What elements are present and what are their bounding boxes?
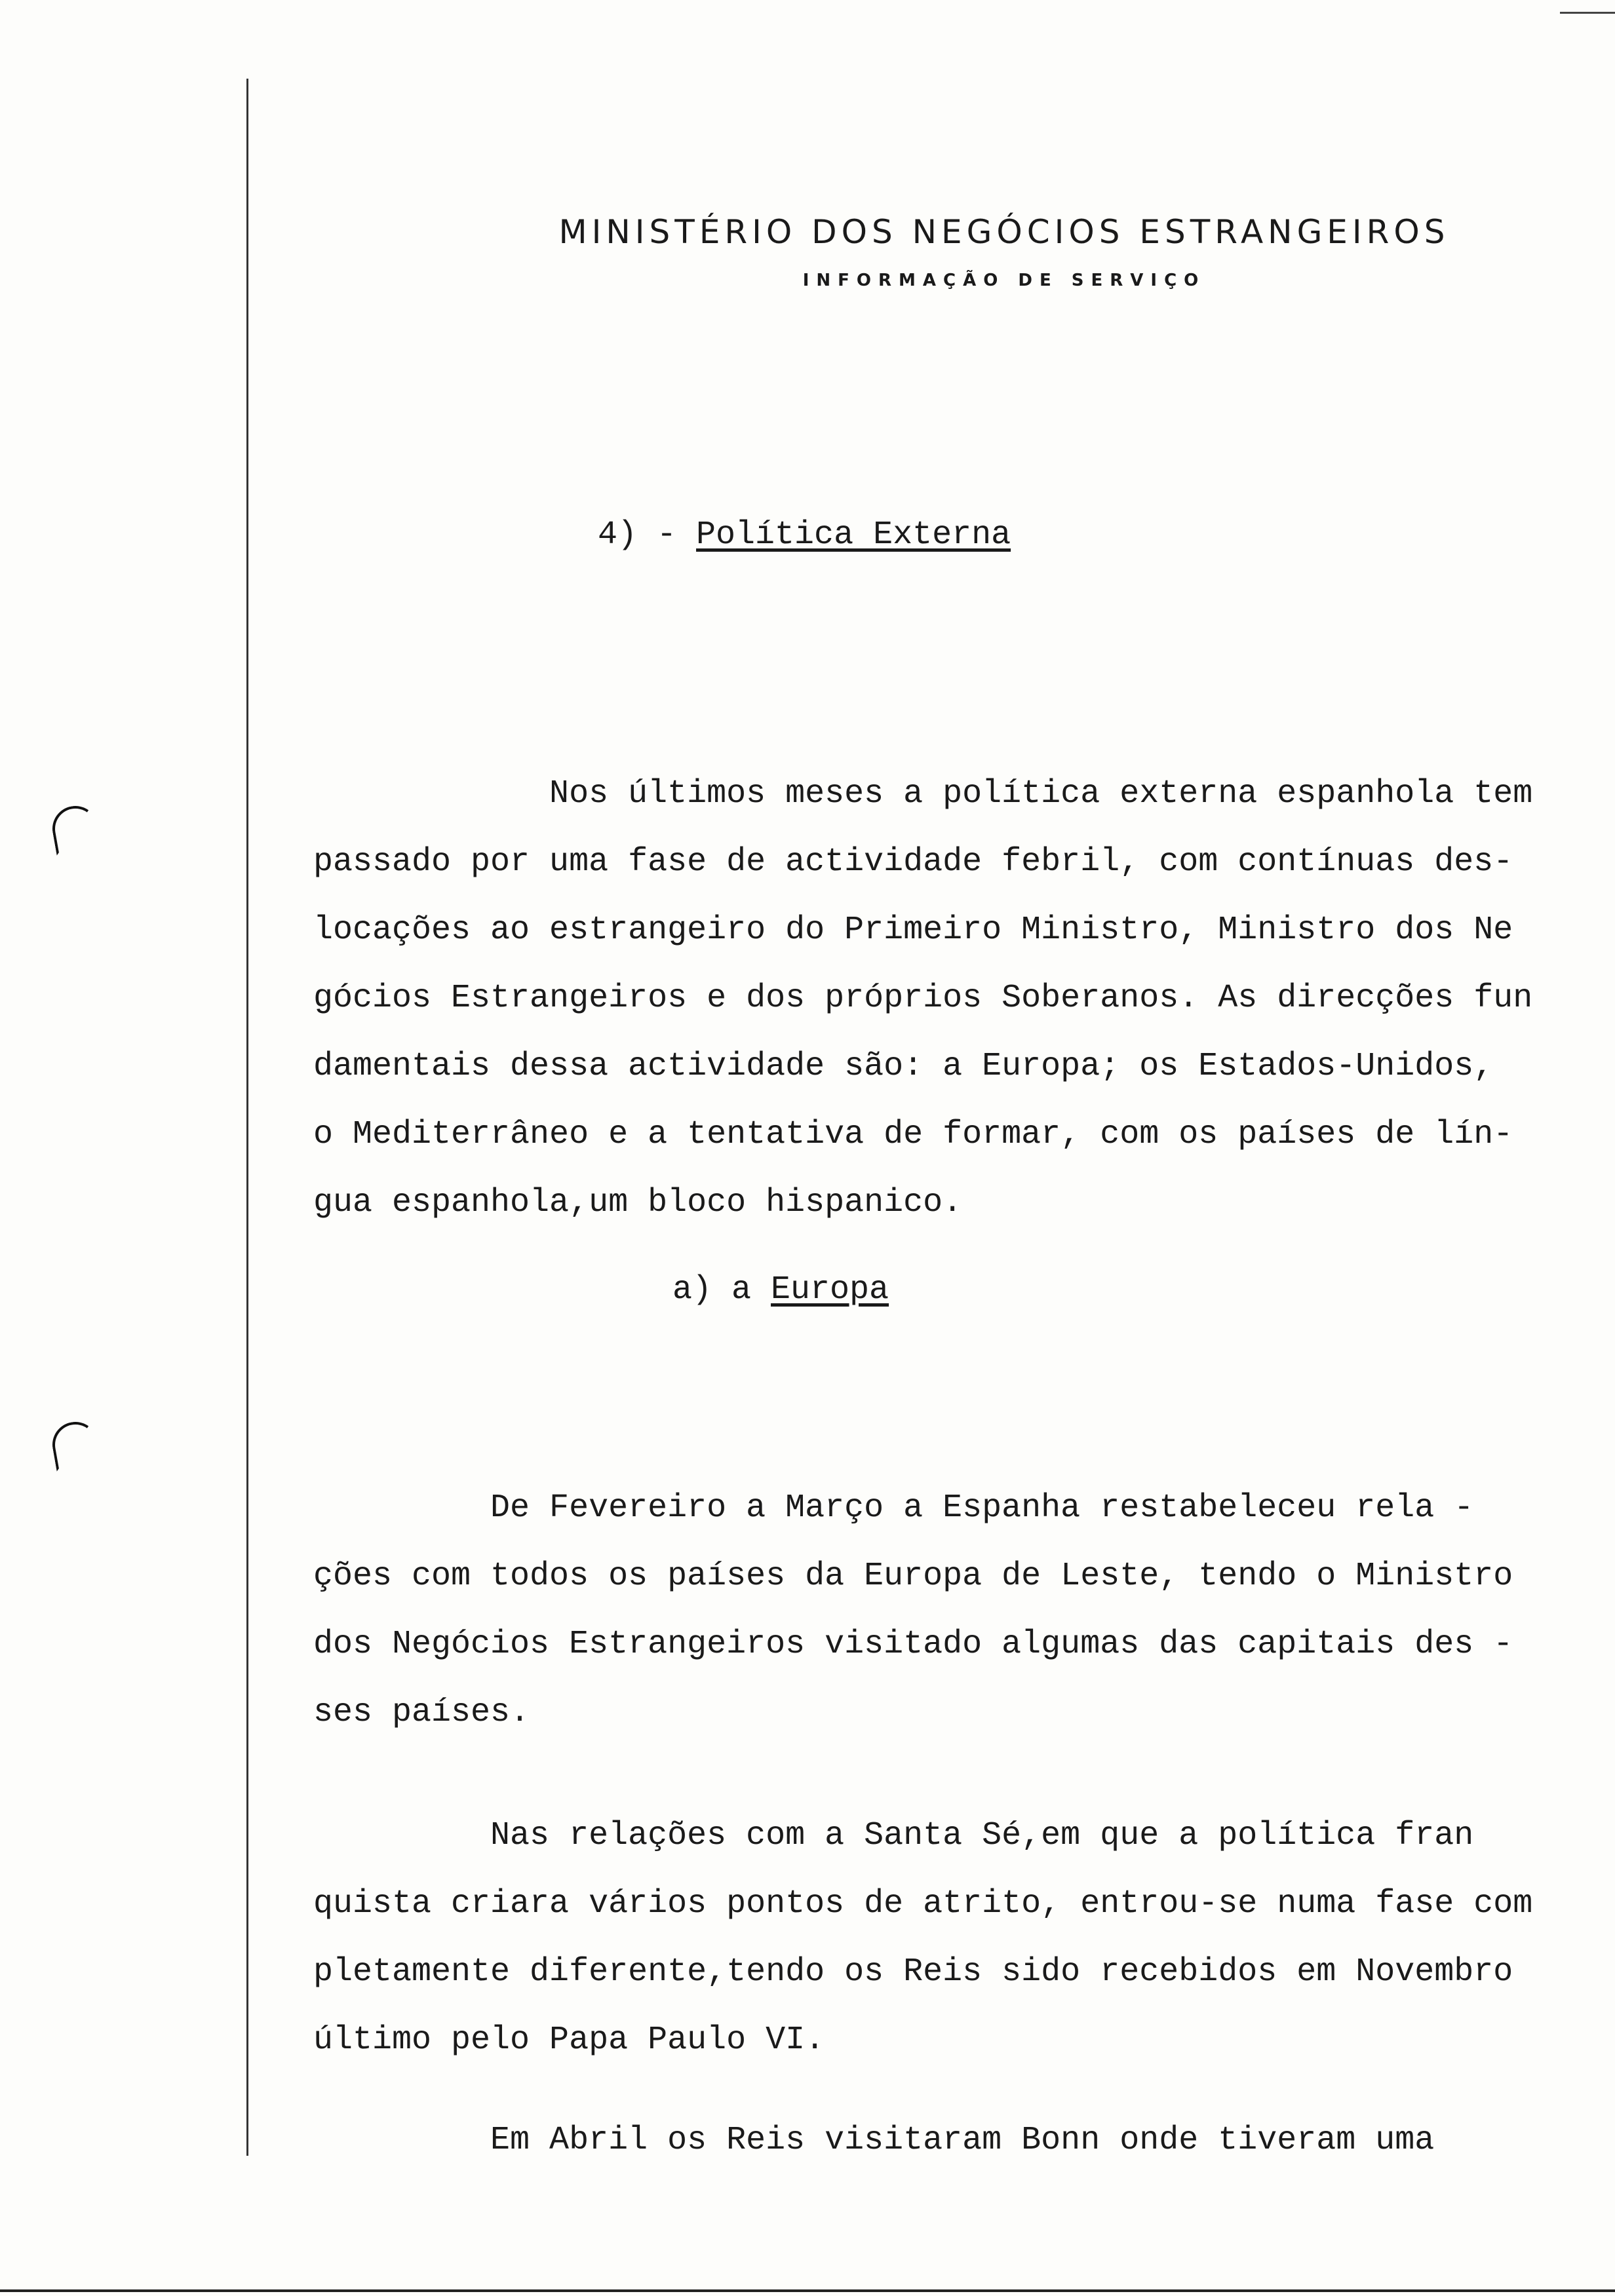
paragraph-line: passado por uma fase de actividade febril, com contínuas des- (313, 843, 1513, 881)
margin-rule (246, 79, 248, 2156)
subsection-heading (672, 1271, 889, 1309)
section-number: 4) - (598, 516, 697, 554)
letterhead-service: INFORMAÇÃO DE SERVIÇO (802, 271, 1206, 290)
paragraph-line: o Mediterrâneo e a tentativa de formar, com os países de lín- (313, 1116, 1513, 1153)
bottom-rule (0, 2289, 1615, 2292)
subsection-prefix: a) a (672, 1271, 771, 1309)
paragraph-line: Nos últimos meses a política externa espanhola tem (313, 775, 1533, 813)
paragraph-line: De Fevereiro a Março a Espanha restabeleceu rela - (313, 1489, 1474, 1527)
scan-mark (1560, 12, 1615, 14)
paragraph-line: Em Abril os Reis visitaram Bonn onde tiveram uma (313, 2122, 1435, 2159)
paragraph-line: ções com todos os países da Europa de Leste, tendo o Ministro (313, 1558, 1513, 1595)
paragraph-line: quista criara vários pontos de atrito, entrou-se numa fase com (313, 1885, 1533, 1923)
paragraph-line: locações ao estrangeiro do Primeiro Ministro, Ministro dos Ne (313, 911, 1513, 949)
paragraph-4 (313, 2107, 1546, 2175)
paragraph-line: gócios Estrangeiros e dos próprios Soberanos. As direcções fun (313, 980, 1533, 1017)
paragraph-3 (313, 1802, 1546, 2075)
subsection-title: Europa (771, 1271, 889, 1309)
paragraph-line: pletamente diferente,tendo os Reis sido recebidos em Novembro (313, 1953, 1513, 1991)
paragraph-line: último pelo Papa Paulo VI. (313, 2021, 825, 2059)
paragraph-1 (313, 760, 1546, 1237)
punch-hole-mark (49, 802, 102, 855)
paragraph-line: Nas relações com a Santa Sé,em que a política fran (313, 1817, 1474, 1854)
punch-hole-mark (49, 1418, 102, 1471)
section-heading (598, 516, 1011, 554)
paragraph-line: ses países. (313, 1694, 530, 1731)
paragraph-2 (313, 1474, 1546, 1747)
paragraph-line: gua espanhola,um bloco hispanico. (313, 1184, 963, 1221)
section-title: Política Externa (696, 516, 1011, 554)
letterhead-ministry: MINISTÉRIO DOS NEGÓCIOS ESTRANGEIROS (558, 213, 1450, 251)
paragraph-line: damentais dessa actividade são: a Europa; os Estados-Unidos, (313, 1048, 1494, 1085)
paragraph-line: dos Negócios Estrangeiros visitado algumas das capitais des - (313, 1626, 1513, 1663)
